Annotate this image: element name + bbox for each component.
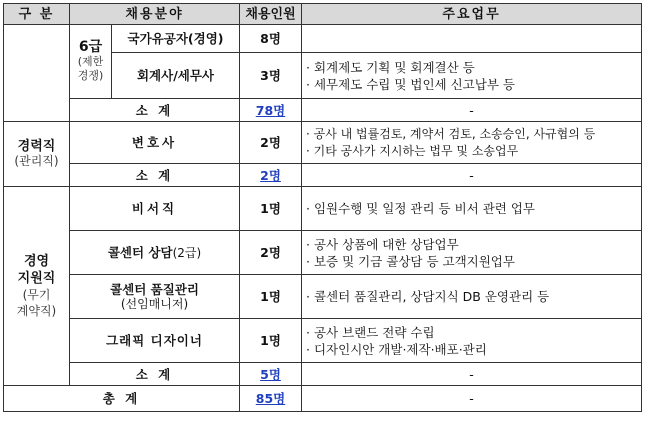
category-career-note: (관리직) [14,154,59,168]
field-sub: (2급) [172,245,202,260]
count-cell: 1명 [240,187,302,231]
grade-6-note: (제한 경쟁) [77,55,104,82]
category-career [4,122,70,187]
duty-line: · 공사 상품에 대한 상담업무 [306,236,459,252]
duty-line: · 공사 내 법률검토, 계약서 검토, 소송승인, 사규협의 등 [306,126,596,141]
subtotal-label: 소 계 [70,99,240,122]
field-cell: 그래픽 디자이너 [70,319,240,363]
recruitment-table [3,3,642,412]
subtotal-duties: - [302,363,642,386]
table-row [4,187,642,231]
count-cell: 1명 [240,319,302,363]
duties-cell [302,53,642,99]
duty-line: · 회계제도 기획 및 회계결산 등 [306,59,475,75]
duty-line: · 임원수행 및 일정 관리 등 비서 관련 업무 [306,201,535,216]
count-cell: 2명 [240,231,302,275]
total-link[interactable]: 85명 [255,391,286,406]
duties-cell [302,231,642,275]
field-name: 콜센터 품질관리 [110,281,199,297]
duties-cell [302,25,642,53]
duty-line: · 공사 브랜드 전략 수립 [306,324,435,340]
duty-line: · 디자인시안 개발·제작·배포·관리 [306,341,487,357]
duties-cell [302,122,642,164]
header-headcount: 채용인원 [240,4,302,25]
total-row [4,386,642,412]
section-6-empty-cell [4,25,70,122]
total-duties: - [302,386,642,412]
table-row [4,231,642,275]
duty-line: · 콜센터 품질관리, 상담지식 DB 운영관리 등 [306,289,550,304]
table-row [4,275,642,319]
total-label: 총 계 [4,386,240,412]
field-name: 콜센터 상담 [107,244,173,260]
count-cell: 8명 [240,25,302,53]
field-cell [70,231,240,275]
category-support-label: 경영 지원직 [17,254,56,286]
category-support [4,187,70,386]
duties-cell [302,275,642,319]
count-cell: 3명 [240,53,302,99]
table-row [4,25,642,53]
field-cell [70,275,240,319]
count-cell: 2명 [240,122,302,164]
field-cell: 비서직 [70,187,240,231]
subtotal-row [4,363,642,386]
subtotal-link[interactable]: 5명 [260,366,281,382]
header-row [4,4,642,25]
subtotal-row [4,164,642,187]
category-support-note: (무기 계약직) [16,288,57,318]
field-cell: 회계사/세무사 [112,53,240,99]
category-career-label: 경력직 [17,139,56,154]
duty-line: · 기타 공사가 지시하는 법무 및 소송업무 [306,143,519,158]
grade-6-cell [70,25,112,99]
header-category: 구 분 [4,4,70,25]
header-duties: 주요업무 [302,4,642,25]
field-sub: (선임매니저) [120,296,189,311]
subtotal-link[interactable]: 2명 [260,167,281,183]
duty-line: · 세무제도 수립 및 법인세 신고납부 등 [306,76,515,92]
subtotal-link[interactable]: 78명 [255,102,286,118]
grade-6-label: 6급 [78,39,103,55]
field-cell: 국가유공자(경영) [112,25,240,53]
header-field: 채용분야 [70,4,240,25]
subtotal-duties: - [302,99,642,122]
count-cell: 1명 [240,275,302,319]
table-row [4,122,642,164]
subtotal-label: 소 계 [70,363,240,386]
subtotal-duties: - [302,164,642,187]
duty-line: · 보증 및 기금 콜상담 등 고객지원업무 [306,253,515,269]
duties-cell [302,187,642,231]
subtotal-label: 소 계 [70,164,240,187]
table-row [4,319,642,363]
duties-cell [302,319,642,363]
field-cell: 변호사 [70,122,240,164]
subtotal-row [4,99,642,122]
